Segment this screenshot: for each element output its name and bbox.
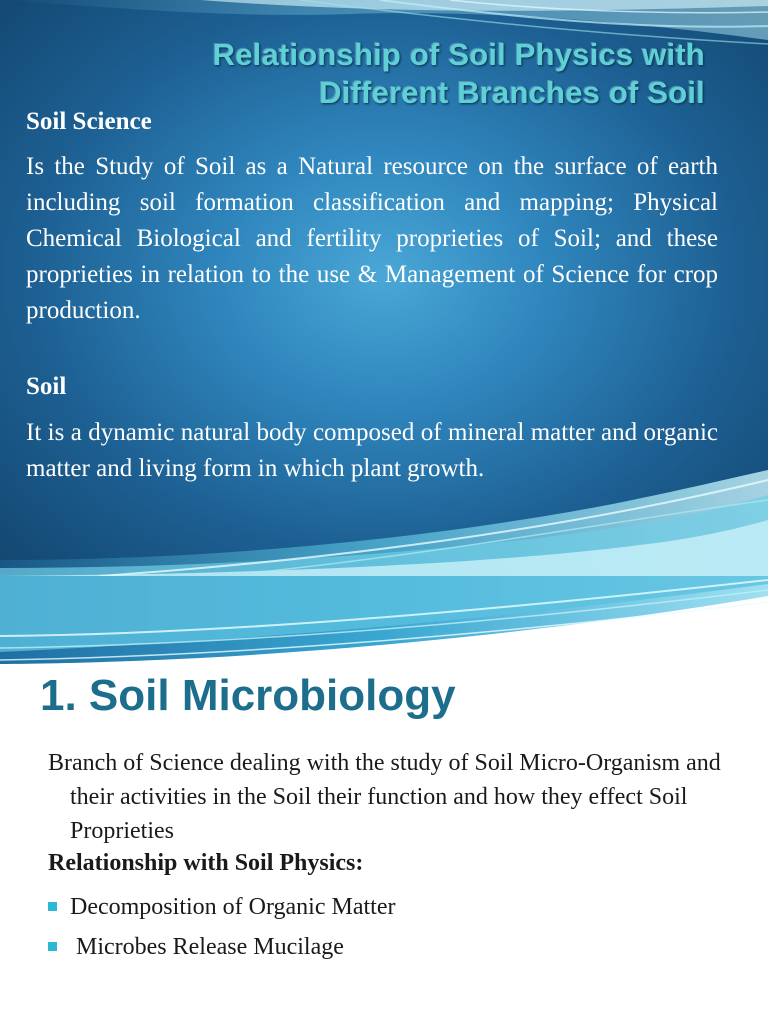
slide-2-title: 1. Soil Microbiology [40,671,456,720]
soil-science-heading: Soil Science [26,108,152,135]
relationship-heading: Relationship with Soil Physics: [48,850,364,876]
soil-heading: Soil [26,373,67,400]
square-bullet-icon [48,902,57,911]
slide-1-title [150,36,705,112]
soil-science-definition: Is the Study of Soil as a Natural resource on the surface of earth including soil formation classification and mapping; Physical Chemical Biological and fertility proprieties of Soil; and these proprieties in relation to the use & Management of Science for crop production. [26,153,718,324]
square-bullet-icon [48,942,57,951]
soil-microbiology-definition: Branch of Science dealing with the study of Soil Micro-Organism and their activities in the Soil their function and how they effect Soil Proprieties [48,750,721,844]
slide-1-title-line-2: Different Branches of Soil [319,75,705,110]
bullet-item [48,892,395,932]
soil-definition: It is a dynamic natural body composed of mineral matter and organic matter and living form in which plant growth. [26,419,718,482]
slide-1-title-line-1: Relationship of Soil Physics with [212,37,705,72]
bullet-text: Microbes Release Mucilage [70,934,344,960]
slide-2 [0,576,768,1024]
relationship-bullet-list [48,892,395,972]
bullet-item [48,932,395,972]
bullet-text: Decomposition of Organic Matter [70,894,396,920]
slide-2-wave-decoration [0,576,768,666]
